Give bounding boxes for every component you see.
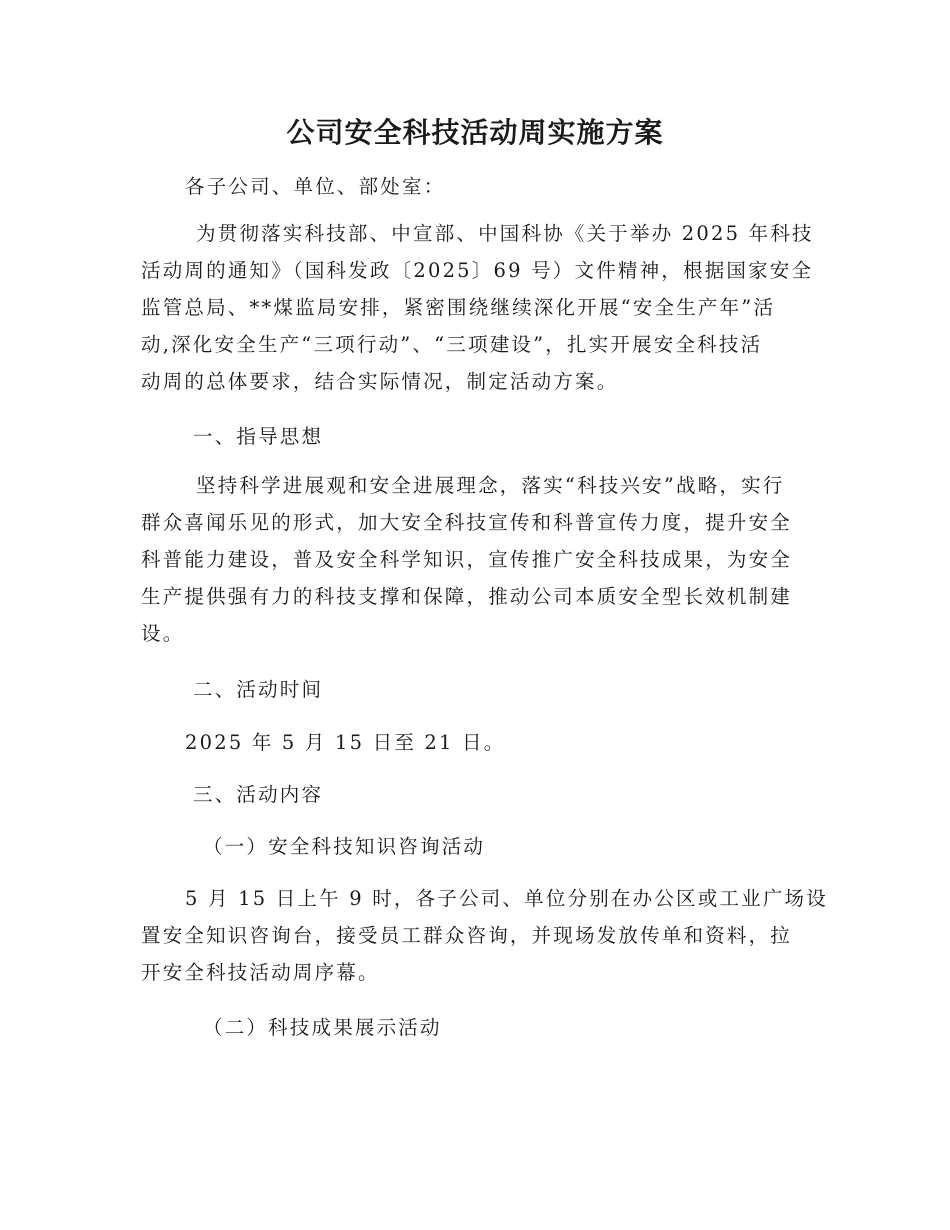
document-title: 公司安全科技活动周实施方案	[286, 116, 664, 149]
intro-line: 动周的总体要求，结合实际情况，制定活动方案。	[141, 370, 619, 393]
subheading-achievement-showcase: （二）科技成果展示活动	[203, 1016, 442, 1039]
paragraph-line: 科普能力建设，普及安全科学知识，宣传推广安全科技成果，为安全	[141, 548, 793, 571]
guiding-thought-paragraph	[141, 467, 801, 652]
section-heading-activity-content: 三、活动内容	[193, 783, 324, 806]
paragraph-line: 坚持科学进展观和安全进展理念，落实“科技兴安”战略，实行	[196, 474, 785, 497]
knowledge-consultation-paragraph	[141, 880, 828, 991]
paragraph-line: 生产提供强有力的科技支撑和保障，推动公司本质安全型长效机制建	[141, 585, 793, 608]
intro-line: 动,深化安全生产“三项行动”、“三项建设”，扎实开展安全科技活	[141, 333, 763, 356]
paragraph-line: 群众喜闻乐见的形式，加大安全科技宣传和科普宣传力度，提升安全	[141, 511, 793, 534]
intro-line: 为贯彻落实科技部、中宣部、中国科协《关于举办 2025 年科技	[196, 222, 814, 245]
intro-line: 活动周的通知》（国科发政〔2025〕69 号）文件精神，根据国家安全	[141, 259, 814, 282]
section-heading-guiding-thought: 一、指导思想	[193, 425, 324, 448]
salutation: 各子公司、单位、部处室：	[185, 175, 446, 198]
paragraph-line: 置安全知识咨询台，接受员工群众咨询，并现场发放传单和资料，拉	[141, 924, 793, 947]
paragraph-line: 设。	[141, 622, 185, 645]
subheading-knowledge-consultation: （一）安全科技知识咨询活动	[203, 835, 486, 858]
activity-time-text: 2025 年 5 月 15 日至 21 日。	[185, 731, 506, 754]
paragraph-line: 开安全科技活动周序幕。	[141, 961, 380, 984]
paragraph-line: 5 月 15 日上午 9 时，各子公司、单位分别在办公区或工业广场设	[185, 887, 828, 910]
section-heading-activity-time: 二、活动时间	[193, 678, 324, 701]
intro-paragraph	[141, 215, 814, 400]
intro-line: 监管总局、**煤监局安排，紧密围绕继续深化开展“安全生产年”活	[141, 296, 776, 319]
